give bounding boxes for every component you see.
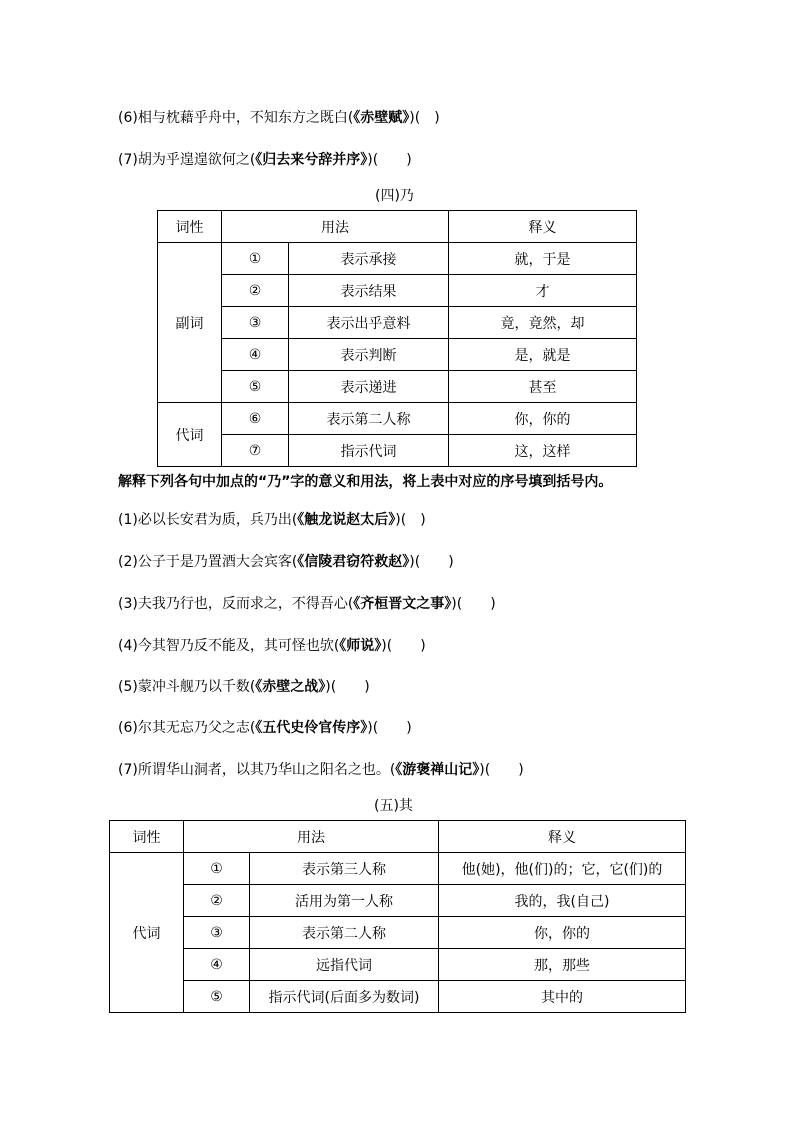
pos-cell: 代词 bbox=[110, 853, 184, 1013]
table-row bbox=[110, 981, 686, 1013]
example-source: 《归去来兮辞并序》 bbox=[255, 152, 368, 168]
example-source: 《齐桓晋文之事》 bbox=[353, 596, 452, 612]
table-row bbox=[158, 243, 637, 275]
meaning-cell: 甚至 bbox=[449, 371, 637, 403]
example-item bbox=[118, 760, 524, 780]
meaning-cell: 你，你的 bbox=[449, 403, 637, 435]
answer-blank[interactable]: )( ) bbox=[409, 554, 454, 570]
answer-blank[interactable]: )( ) bbox=[395, 512, 426, 528]
header-pos: 词性 bbox=[110, 821, 184, 853]
table-row bbox=[110, 949, 686, 981]
example-item bbox=[118, 510, 426, 530]
meaning-cell: 那，那些 bbox=[439, 949, 686, 981]
table-header-row bbox=[110, 821, 686, 853]
num-cell: ③ bbox=[184, 917, 250, 949]
header-meaning: 释义 bbox=[449, 211, 637, 243]
answer-blank[interactable]: )( ) bbox=[367, 152, 412, 168]
usage-cell: 表示判断 bbox=[289, 339, 449, 371]
usage-cell: 指示代词 bbox=[289, 435, 449, 467]
example-text: (2)公子于是乃置酒大会宾客( bbox=[118, 554, 298, 570]
example-source: 《五代史伶官传序》 bbox=[255, 720, 368, 736]
example-text: (6)尔其无忘乃父之志( bbox=[118, 720, 256, 736]
example-item bbox=[118, 677, 370, 697]
table-row bbox=[110, 885, 686, 917]
answer-blank[interactable]: )( ) bbox=[451, 596, 496, 612]
example-item bbox=[118, 108, 440, 128]
num-cell: ④ bbox=[184, 949, 250, 981]
table-row bbox=[158, 403, 637, 435]
usage-cell: 表示第二人称 bbox=[289, 403, 449, 435]
example-text: (4)今其智乃反不能及，其可怪也欤( bbox=[118, 638, 340, 654]
example-text: (1)必以长安君为质，兵乃出( bbox=[118, 512, 298, 528]
meaning-cell: 竟，竟然，却 bbox=[449, 307, 637, 339]
usage-table-qi bbox=[109, 820, 686, 1013]
answer-blank[interactable]: )( ) bbox=[325, 679, 370, 695]
example-text: (7)所谓华山洞者，以其乃华山之阳名之也。( bbox=[118, 762, 396, 778]
answer-blank[interactable]: )( ) bbox=[381, 638, 426, 654]
example-source: 《游褒禅山记》 bbox=[395, 762, 480, 778]
example-text: (3)夫我乃行也，反而求之，不得吾心( bbox=[118, 596, 354, 612]
example-text: (6)相与枕藉乎舟中，不知东方之既白( bbox=[118, 110, 354, 126]
num-cell: ⑥ bbox=[222, 403, 289, 435]
usage-cell: 指示代词(后面多为数词) bbox=[250, 981, 439, 1013]
usage-cell: 表示第三人称 bbox=[250, 853, 439, 885]
table-row bbox=[110, 917, 686, 949]
usage-cell: 表示递进 bbox=[289, 371, 449, 403]
usage-table-nai bbox=[157, 210, 637, 467]
example-item bbox=[118, 150, 412, 170]
num-cell: ⑦ bbox=[222, 435, 289, 467]
header-usage: 用法 bbox=[222, 211, 449, 243]
table-header-row bbox=[158, 211, 637, 243]
example-source: 《信陵君窃符救赵》 bbox=[297, 554, 410, 570]
usage-cell: 表示第二人称 bbox=[250, 917, 439, 949]
num-cell: ④ bbox=[222, 339, 289, 371]
example-source: 《师说》 bbox=[339, 638, 382, 654]
example-item bbox=[118, 636, 426, 656]
table-row bbox=[158, 307, 637, 339]
usage-cell: 表示结果 bbox=[289, 275, 449, 307]
table-row bbox=[110, 853, 686, 885]
meaning-cell: 其中的 bbox=[439, 981, 686, 1013]
pos-cell: 副词 bbox=[158, 243, 222, 403]
example-source: 《触龙说赵太后》 bbox=[297, 512, 396, 528]
meaning-cell: 他(她)，他(们)的；它，它(们)的 bbox=[439, 853, 686, 885]
answer-blank[interactable]: )( ) bbox=[367, 720, 412, 736]
meaning-cell: 我的，我(自己) bbox=[439, 885, 686, 917]
num-cell: ② bbox=[184, 885, 250, 917]
header-meaning: 释义 bbox=[439, 821, 686, 853]
meaning-cell: 是，就是 bbox=[449, 339, 637, 371]
usage-cell: 表示出乎意料 bbox=[289, 307, 449, 339]
meaning-cell: 你，你的 bbox=[439, 917, 686, 949]
table-row bbox=[158, 435, 637, 467]
example-source: 《赤壁赋》 bbox=[353, 110, 410, 126]
section-title-qi: (五)其 bbox=[374, 798, 413, 814]
instruction-text: 解释下列各句中加点的“乃”字的意义和用法，将上表中对应的序号填到括号内。 bbox=[118, 474, 613, 490]
meaning-cell: 这，这样 bbox=[449, 435, 637, 467]
num-cell: ② bbox=[222, 275, 289, 307]
header-usage: 用法 bbox=[184, 821, 439, 853]
table-row bbox=[158, 371, 637, 403]
header-pos: 词性 bbox=[158, 211, 222, 243]
table-row bbox=[158, 275, 637, 307]
example-item bbox=[118, 718, 412, 738]
section-title-nai: (四)乃 bbox=[375, 188, 414, 204]
meaning-cell: 就，于是 bbox=[449, 243, 637, 275]
usage-cell: 远指代词 bbox=[250, 949, 439, 981]
pos-cell: 代词 bbox=[158, 403, 222, 467]
num-cell: ① bbox=[184, 853, 250, 885]
example-item bbox=[118, 594, 496, 614]
num-cell: ⑤ bbox=[184, 981, 250, 1013]
meaning-cell: 才 bbox=[449, 275, 637, 307]
num-cell: ③ bbox=[222, 307, 289, 339]
usage-cell: 表示承接 bbox=[289, 243, 449, 275]
example-source: 《赤壁之战》 bbox=[255, 679, 326, 695]
answer-blank[interactable]: )( ) bbox=[409, 110, 440, 126]
table-row bbox=[158, 339, 637, 371]
example-item bbox=[118, 552, 454, 572]
example-text: (5)蒙冲斗舰乃以千数( bbox=[118, 679, 256, 695]
usage-cell: 活用为第一人称 bbox=[250, 885, 439, 917]
example-text: (7)胡为乎遑遑欲何之( bbox=[118, 152, 256, 168]
num-cell: ① bbox=[222, 243, 289, 275]
answer-blank[interactable]: )( ) bbox=[479, 762, 524, 778]
num-cell: ⑤ bbox=[222, 371, 289, 403]
